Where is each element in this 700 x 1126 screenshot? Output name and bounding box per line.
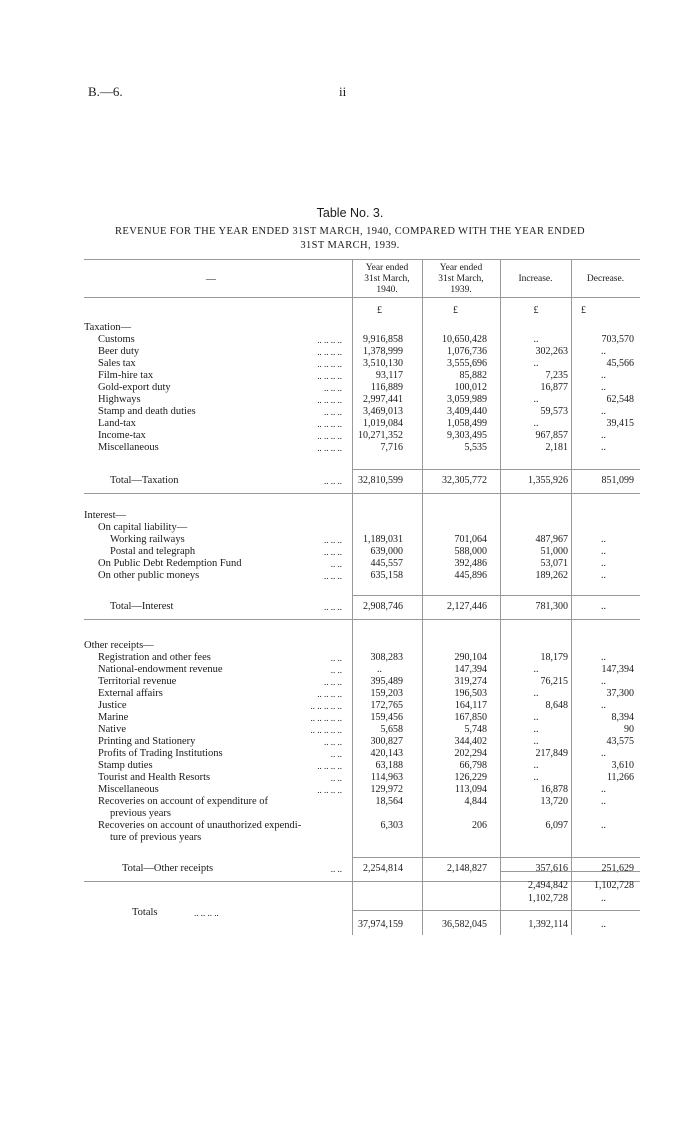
cell-value: 6,097 xyxy=(545,820,568,831)
table-row xyxy=(84,808,640,820)
cell-value: 63,188 xyxy=(375,760,403,771)
cell-value: .. xyxy=(533,334,539,345)
cell-value: 3,555,696 xyxy=(447,358,487,369)
cell-value: 116,889 xyxy=(370,382,403,393)
cell-value: 445,896 xyxy=(454,570,487,581)
cell-value: 3,469,013 xyxy=(363,406,403,417)
cell-value: 159,456 xyxy=(370,712,403,723)
cell-value: 66,798 xyxy=(459,760,487,771)
table-subtitle-line1: REVENUE FOR THE YEAR ENDED 31ST MARCH, 1940, COMPARED WITH THE YEAR ENDED xyxy=(114,226,585,237)
header-increase: Increase. xyxy=(518,274,553,284)
header-year-1940 xyxy=(352,263,422,296)
cell-value: .. xyxy=(601,676,606,687)
row-label: Recoveries on account of expenditure of xyxy=(98,796,268,807)
row-label: Recoveries on account of unauthorized expendi- xyxy=(98,820,302,831)
cell-value: 344,402 xyxy=(454,736,487,747)
row-label: Native xyxy=(98,724,126,735)
row-label: Stamp duties xyxy=(98,760,153,771)
subtotal-rule xyxy=(352,469,640,470)
table-row xyxy=(84,664,640,676)
cell-value: 51,000 xyxy=(540,546,568,557)
cell-value: .. xyxy=(533,772,539,783)
cell-value: 395,489 xyxy=(370,676,403,687)
row-label: External affairs xyxy=(98,688,163,699)
cell-value: 8,648 xyxy=(545,700,568,711)
row-label: Printing and Stationery xyxy=(98,736,196,747)
leader-dots: .. .. xyxy=(330,749,342,759)
table-row xyxy=(84,406,640,418)
cell-value: 701,064 xyxy=(454,534,487,545)
row-label: On capital liability— xyxy=(98,522,188,533)
cell-value: .. xyxy=(601,820,606,831)
totals-label: Totals xyxy=(132,907,158,918)
cell-value: 967,857 xyxy=(535,430,568,441)
cell-value: 308,283 xyxy=(370,652,403,663)
cell-value: 13,720 xyxy=(540,796,568,807)
cell-value: .. xyxy=(601,652,606,663)
header-line: 31st March, xyxy=(438,274,484,284)
cell-value: 164,117 xyxy=(454,700,487,711)
cell-value: 2,181 xyxy=(545,442,568,453)
table-row xyxy=(84,570,640,582)
header-blank: — xyxy=(206,274,216,285)
cell-value: 2,127,446 xyxy=(447,601,487,612)
leader-dots: .. .. .. .. xyxy=(317,371,342,381)
cell-value: 93,117 xyxy=(375,370,403,381)
cell-value: 3,610 xyxy=(611,760,634,771)
net-top-rule xyxy=(500,871,640,872)
table-row xyxy=(84,700,640,712)
cell-value: 85,882 xyxy=(459,370,487,381)
cell-value: .. xyxy=(601,430,606,441)
cell-value: 3,409,440 xyxy=(447,406,487,417)
page-number: ii xyxy=(339,84,347,99)
cell-value: .. xyxy=(533,736,539,747)
cell-value: 1,058,499 xyxy=(447,418,487,429)
cell-value: 16,877 xyxy=(540,382,568,393)
leader-dots: .. .. .. .. .. xyxy=(310,713,342,723)
table-row xyxy=(84,832,640,844)
net-increase-value: 1,102,728 xyxy=(528,893,568,904)
row-label: Profits of Trading Institutions xyxy=(98,748,223,759)
cell-value: 6,303 xyxy=(380,820,403,831)
cell-value: .. xyxy=(533,394,539,405)
cell-value: 11,266 xyxy=(606,772,634,783)
row-label: Beer duty xyxy=(98,346,140,357)
cell-value: 43,575 xyxy=(606,736,634,747)
total-row xyxy=(84,863,640,875)
cell-value: .. xyxy=(533,418,539,429)
header-line: Year ended xyxy=(365,263,409,273)
cell-value: 39,415 xyxy=(606,418,634,429)
section-rule xyxy=(84,619,640,620)
table-row xyxy=(84,724,640,736)
leader-dots: .. .. .. xyxy=(324,737,342,747)
leader-dots: .. .. .. .. .. xyxy=(310,701,342,711)
cell-value: .. xyxy=(601,406,606,417)
cell-value: .. xyxy=(601,546,606,557)
cell-value: .. xyxy=(601,346,606,357)
table-row xyxy=(84,784,640,796)
cell-value: 703,570 xyxy=(601,334,634,345)
totals-label-row xyxy=(84,907,640,919)
cell-value: 588,000 xyxy=(454,546,487,557)
row-label: Total—Interest xyxy=(110,601,174,612)
cell-value: .. xyxy=(533,664,539,675)
cell-value: 10,650,428 xyxy=(442,334,487,345)
cell-value: 129,972 xyxy=(370,784,403,795)
cell-value: .. xyxy=(533,358,539,369)
leader-dots: .. .. .. .. xyxy=(317,395,342,405)
row-label: Territorial revenue xyxy=(98,676,177,687)
subtotal-rule xyxy=(352,595,640,596)
cell-value: 18,179 xyxy=(540,652,568,663)
net-increase-value: 2,494,842 xyxy=(528,880,568,891)
cell-value: 10,271,352 xyxy=(358,430,403,441)
leader-dots: .. .. .. .. xyxy=(317,359,342,369)
cell-value: 147,394 xyxy=(601,664,634,675)
table-row xyxy=(84,652,640,664)
totals-value: .. xyxy=(601,919,606,930)
cell-value: 357,616 xyxy=(535,863,568,874)
totals-value: 36,582,045 xyxy=(442,919,487,930)
row-label: Stamp and death duties xyxy=(98,406,196,417)
cell-value: 8,394 xyxy=(611,712,634,723)
row-label: Highways xyxy=(98,394,141,405)
revenue-table xyxy=(84,259,640,935)
cell-value: .. xyxy=(601,748,606,759)
leader-dots: .. .. .. .. xyxy=(317,419,342,429)
cell-value: 113,094 xyxy=(454,784,487,795)
cell-value: .. xyxy=(601,382,606,393)
row-label: Tourist and Health Resorts xyxy=(98,772,211,783)
cell-value: 202,294 xyxy=(454,748,487,759)
table-subtitle-line2: 31ST MARCH, 1939. xyxy=(300,240,400,251)
cell-value: 420,143 xyxy=(370,748,403,759)
cell-value: .. xyxy=(601,370,606,381)
cell-value: 7,716 xyxy=(380,442,403,453)
cell-value: 59,573 xyxy=(540,406,568,417)
table-row xyxy=(84,534,640,546)
row-label: Working railways xyxy=(110,534,185,545)
cell-value: 635,158 xyxy=(370,570,403,581)
cell-value: 781,300 xyxy=(535,601,568,612)
table-row xyxy=(84,334,640,346)
table-top-rule xyxy=(84,259,640,260)
cell-value: 302,263 xyxy=(535,346,568,357)
table-row xyxy=(84,346,640,358)
row-label: National-endowment revenue xyxy=(98,664,223,675)
leader-dots: .. .. .. xyxy=(324,571,342,581)
table-row xyxy=(84,418,640,430)
row-label: Registration and other fees xyxy=(98,652,211,663)
table-row xyxy=(84,772,640,784)
row-label: Income-tax xyxy=(98,430,146,441)
cell-value: 16,878 xyxy=(540,784,568,795)
totals-value: 1,392,114 xyxy=(528,919,568,930)
cell-value: 18,564 xyxy=(375,796,403,807)
row-label: Postal and telegraph xyxy=(110,546,196,557)
leader-dots: .. .. .. xyxy=(324,677,342,687)
cell-value: 76,215 xyxy=(540,676,568,687)
table-row xyxy=(84,546,640,558)
cell-value: 2,908,746 xyxy=(363,601,403,612)
cell-value: 1,189,031 xyxy=(363,534,403,545)
cell-value: 3,510,130 xyxy=(363,358,403,369)
header-line: Year ended xyxy=(439,263,483,273)
cell-value: 3,059,989 xyxy=(447,394,487,405)
header-year-1939 xyxy=(422,263,500,296)
cell-value: 445,557 xyxy=(370,558,403,569)
row-label: Miscellaneous xyxy=(98,442,159,453)
leader-dots: .. .. .. xyxy=(324,547,342,557)
cell-value: 189,262 xyxy=(535,570,568,581)
page-reference: B.—6. xyxy=(88,84,123,99)
row-label: Interest— xyxy=(84,510,126,521)
leader-dots: .. .. .. xyxy=(324,407,342,417)
cell-value: 45,566 xyxy=(606,358,634,369)
cell-value: .. xyxy=(601,558,606,569)
cell-value: 2,148,827 xyxy=(447,863,487,874)
table-row xyxy=(84,796,640,808)
row-label: Customs xyxy=(98,334,135,345)
table-row xyxy=(84,358,640,370)
units-row xyxy=(84,305,640,317)
total-row xyxy=(84,475,640,487)
cell-value: 62,548 xyxy=(606,394,634,405)
table-row xyxy=(84,760,640,772)
cell-value: .. xyxy=(533,724,539,735)
row-label: On other public moneys xyxy=(98,570,200,581)
net-row-1 xyxy=(84,880,640,892)
unit-pound: £ xyxy=(533,305,539,316)
cell-value: 251,629 xyxy=(601,863,634,874)
table-row xyxy=(84,688,640,700)
row-label: Miscellaneous xyxy=(98,784,159,795)
header-decrease: Decrease. xyxy=(586,274,625,284)
net-decrease-value: .. xyxy=(601,893,606,904)
row-label: Other receipts— xyxy=(84,640,154,651)
total-row xyxy=(84,601,640,613)
totals-row xyxy=(84,919,640,931)
row-label: Total—Other receipts xyxy=(122,863,214,874)
table-row xyxy=(84,394,640,406)
leader-dots: .. .. xyxy=(330,773,342,783)
table-row xyxy=(84,736,640,748)
cell-value: .. xyxy=(601,442,606,453)
header-line: 1939. xyxy=(450,285,472,295)
cell-value: 1,076,736 xyxy=(447,346,487,357)
cell-value: 217,849 xyxy=(535,748,568,759)
table-row xyxy=(84,322,640,334)
header-line: 31st March, xyxy=(364,274,410,284)
cell-value: 172,765 xyxy=(370,700,403,711)
table-row xyxy=(84,712,640,724)
leader-dots: .. .. .. .. xyxy=(317,761,342,771)
cell-value: 32,305,772 xyxy=(442,475,487,486)
cell-value: 206 xyxy=(472,820,487,831)
row-label: On Public Debt Redemption Fund xyxy=(98,558,242,569)
cell-value: 2,254,814 xyxy=(363,863,403,874)
leader-dots: .. .. .. .. xyxy=(317,689,342,699)
leader-dots: .. .. .. xyxy=(324,535,342,545)
cell-value: 37,300 xyxy=(606,688,634,699)
table-row xyxy=(84,558,640,570)
cell-value: 147,394 xyxy=(454,664,487,675)
cell-value: .. xyxy=(601,534,606,545)
cell-value: 114,963 xyxy=(370,772,403,783)
row-label: previous years xyxy=(110,808,171,819)
row-label: Film-hire tax xyxy=(98,370,154,381)
cell-value: 7,235 xyxy=(545,370,568,381)
row-label: Land-tax xyxy=(98,418,136,429)
leader-dots: .. .. .. .. xyxy=(317,443,342,453)
leader-dots: .. .. .. xyxy=(324,476,342,486)
leader-dots: .. .. .. .. xyxy=(317,785,342,795)
cell-value: 5,658 xyxy=(380,724,403,735)
cell-value: 1,378,999 xyxy=(363,346,403,357)
cell-value: 53,071 xyxy=(540,558,568,569)
cell-value: .. xyxy=(377,664,382,675)
table-row xyxy=(84,676,640,688)
cell-value: 1,355,926 xyxy=(528,475,568,486)
unit-pound: £ xyxy=(377,305,382,316)
cell-value: 9,916,858 xyxy=(363,334,403,345)
table-row xyxy=(84,510,640,522)
table-row xyxy=(84,640,640,652)
subtotal-rule xyxy=(352,857,640,858)
cell-value: 5,535 xyxy=(464,442,487,453)
cell-value: 4,844 xyxy=(464,796,487,807)
cell-value: .. xyxy=(601,784,606,795)
table-row xyxy=(84,382,640,394)
cell-value: 319,274 xyxy=(454,676,487,687)
net-row-2 xyxy=(84,893,640,905)
leader-dots: .. .. xyxy=(330,665,342,675)
cell-value: .. xyxy=(533,688,539,699)
row-label: Marine xyxy=(98,712,129,723)
row-label: Justice xyxy=(98,700,127,711)
table-row xyxy=(84,748,640,760)
row-label: Total—Taxation xyxy=(110,475,179,486)
cell-value: 639,000 xyxy=(370,546,403,557)
unit-pound: £ xyxy=(453,305,458,316)
cell-value: 290,104 xyxy=(454,652,487,663)
table-row xyxy=(84,442,640,454)
unit-pound: £ xyxy=(581,305,586,316)
cell-value: 300,827 xyxy=(370,736,403,747)
table-row xyxy=(84,820,640,832)
cell-value: 159,203 xyxy=(370,688,403,699)
cell-value: .. xyxy=(601,601,606,612)
leader-dots: .. .. .. xyxy=(324,602,342,612)
leader-dots: .. .. .. .. xyxy=(317,335,342,345)
table-row xyxy=(84,430,640,442)
totals-value: 37,974,159 xyxy=(358,919,403,930)
cell-value: 90 xyxy=(624,724,634,735)
header-line: 1940. xyxy=(376,285,398,295)
leader-dots: .. .. .. .. xyxy=(317,431,342,441)
cell-value: 2,997,441 xyxy=(363,394,403,405)
cell-value: 126,229 xyxy=(454,772,487,783)
leader-dots: .. .. .. .. xyxy=(194,908,219,918)
leader-dots: .. .. xyxy=(330,653,342,663)
leader-dots: .. .. .. .. xyxy=(317,347,342,357)
table-row xyxy=(84,370,640,382)
cell-value: 32,810,599 xyxy=(358,475,403,486)
cell-value: .. xyxy=(601,700,606,711)
cell-value: .. xyxy=(601,796,606,807)
cell-value: 5,748 xyxy=(464,724,487,735)
cell-value: .. xyxy=(601,570,606,581)
cell-value: 196,503 xyxy=(454,688,487,699)
row-label: Taxation— xyxy=(84,322,132,333)
table-row xyxy=(84,522,640,534)
cell-value: 167,850 xyxy=(454,712,487,723)
net-decrease-value: 1,102,728 xyxy=(594,880,634,891)
table-header-rule xyxy=(84,297,640,298)
leader-dots: .. .. .. xyxy=(324,383,342,393)
cell-value: 1,019,084 xyxy=(363,418,403,429)
cell-value: .. xyxy=(533,760,539,771)
row-label: ture of previous years xyxy=(110,832,202,843)
leader-dots: .. .. xyxy=(330,864,342,874)
row-label: Gold-export duty xyxy=(98,382,171,393)
cell-value: 392,486 xyxy=(454,558,487,569)
leader-dots: .. .. xyxy=(330,559,342,569)
cell-value: 9,303,495 xyxy=(447,430,487,441)
cell-value: 487,967 xyxy=(535,534,568,545)
cell-value: .. xyxy=(533,712,539,723)
row-label: Sales tax xyxy=(98,358,136,369)
cell-value: 851,099 xyxy=(601,475,634,486)
section-rule xyxy=(84,493,640,494)
table-title: Table No. 3. xyxy=(316,206,384,220)
cell-value: 100,012 xyxy=(454,382,487,393)
leader-dots: .. .. .. .. .. xyxy=(310,725,342,735)
